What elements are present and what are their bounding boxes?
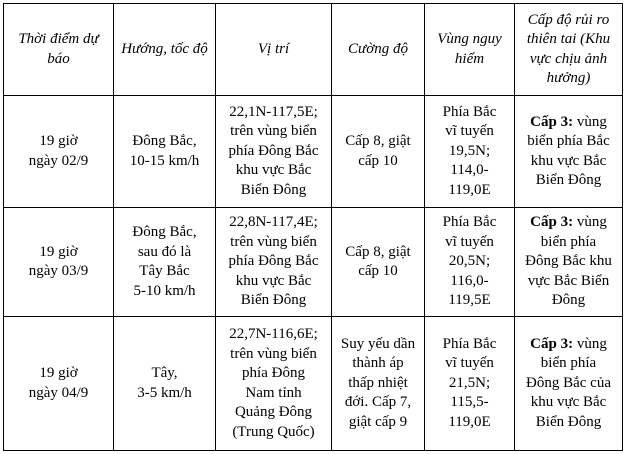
risk-level-label: Cấp 3: — [530, 335, 574, 352]
table-row — [4, 317, 623, 451]
cell-risk-level: Cấp 3: vùng biển phía Đông Bắc khu vực Bắc Biển Đông — [515, 208, 623, 317]
table-header-row — [4, 4, 623, 96]
cell-risk-level: Cấp 3: vùng biển phía Bắc khu vực Bắc Biển Đông — [515, 96, 623, 208]
cell-intensity: Cấp 8, giật cấp 10 — [332, 208, 425, 317]
cell-position: 22,1N-117,5E; trên vùng biển phía Đông Bắc khu vực Bắc Biển Đông — [216, 96, 332, 208]
cell-forecast-time: 19 giờ ngày 04/9 — [4, 317, 114, 451]
cell-direction-speed: Đông Bắc, 10-15 km/h — [114, 96, 216, 208]
cell-position: 22,8N-117,4E; trên vùng biển phía Đông Bắc khu vực Bắc Biển Đông — [216, 208, 332, 317]
header-risk-level: Cấp độ rủi ro thiên tai (Khu vực chịu ảnh hưởng) — [515, 4, 623, 96]
cell-direction-speed: Tây, 3-5 km/h — [114, 317, 216, 451]
cell-intensity: Suy yếu dần thành áp thấp nhiệt đới. Cấp 7, giật cấp 9 — [332, 317, 425, 451]
risk-level-label: Cấp 3: — [530, 214, 574, 231]
table-row — [4, 208, 623, 317]
cell-risk-level: Cấp 3: vùng biển phía Đông Bắc của khu vực Bắc Biển Đông — [515, 317, 623, 451]
cell-position: 22,7N-116,6E; trên vùng biển phía Đông Nam tỉnh Quảng Đông (Trung Quốc) — [216, 317, 332, 451]
cell-danger-zone: Phía Bắc vĩ tuyến 20,5N; 116,0- 119,5E — [425, 208, 515, 317]
cell-direction-speed: Đông Bắc, sau đó là Tây Bắc 5-10 km/h — [114, 208, 216, 317]
header-danger-zone: Vùng nguy hiểm — [425, 4, 515, 96]
cell-forecast-time: 19 giờ ngày 03/9 — [4, 208, 114, 317]
header-position: Vị trí — [216, 4, 332, 96]
risk-level-label: Cấp 3: — [530, 113, 574, 130]
cell-danger-zone: Phía Bắc vĩ tuyến 21,5N; 115,5- 119,0E — [425, 317, 515, 451]
cell-intensity: Cấp 8, giật cấp 10 — [332, 96, 425, 208]
cell-danger-zone: Phía Bắc vĩ tuyến 19,5N; 114,0- 119,0E — [425, 96, 515, 208]
header-intensity: Cường độ — [332, 4, 425, 96]
storm-forecast-table — [3, 3, 623, 451]
header-forecast-time: Thời điểm dự báo — [4, 4, 114, 96]
header-direction-speed: Hướng, tốc độ — [114, 4, 216, 96]
table-row — [4, 96, 623, 208]
cell-forecast-time: 19 giờ ngày 02/9 — [4, 96, 114, 208]
